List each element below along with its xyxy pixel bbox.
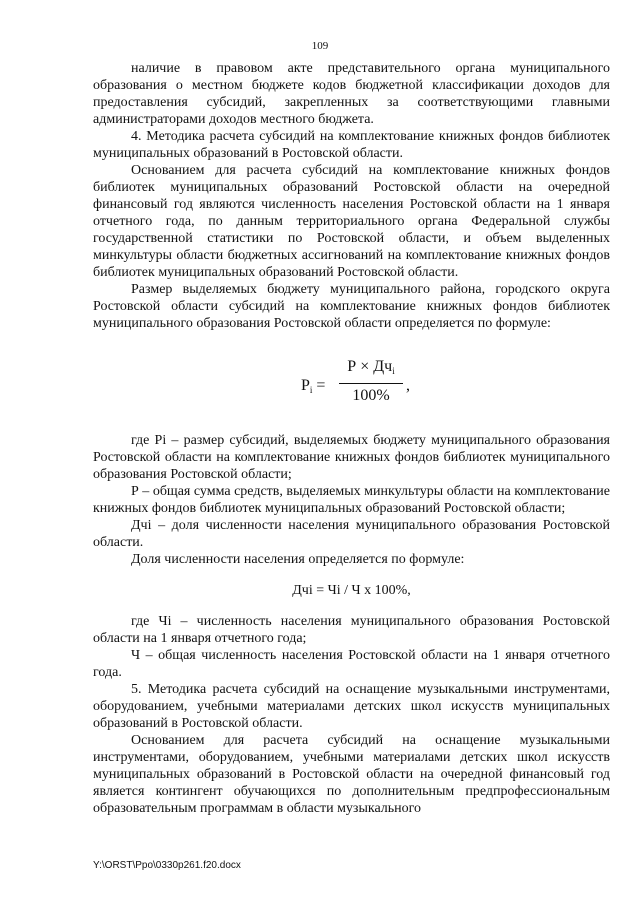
formula-fraction xyxy=(339,358,403,404)
formula-share: Дчi = Чi / Ч x 100%, xyxy=(292,583,411,598)
paragraph-1: наличие в правовом акте представительного органа муниципального образования о местном бюджете кодов бюджетной классификации доходов для предоставления субсидий, закрепленных за соответствующими главными администраторами доходов местного бюджета. xyxy=(93,61,610,127)
paragraph-9: где Чi – численность населения муниципального образования Ростовской области на 1 января отчетного года; xyxy=(93,614,610,646)
formula-comma: , xyxy=(406,377,410,394)
paragraph-5: где Pi – размер субсидий, выделяемых бюджету муниципального образования Ростовской области на комплектование книжных фондов библиотек муниципального образования Ростовской области; xyxy=(93,433,610,482)
paragraph-7: Дчi – доля численности населения муниципального образования Ростовской области. xyxy=(93,518,610,550)
paragraph-12: Основанием для расчета субсидий на оснащение музыкальными инструментами, оборудованием, учебными материалами детских школ искусств муниципальных образований в Ростовской области на очередной финансовый год является контингент обучающихся по дополнительным предпрофессиональным образовательным программам в области музыкального xyxy=(93,733,610,816)
formula-lhs: $P_i$ = xyxy=(301,377,326,395)
paragraph-6: Р – общая сумма средств, выделяемых минкультуры области на комплектование книжных фондов библиотек муниципальных образований Ростовской области; xyxy=(93,484,610,516)
section-heading-4: 4. Методика расчета субсидий на комплектование книжных фондов библиотек муниципальных образований в Ростовской области. xyxy=(93,129,610,161)
paragraph-10: Ч – общая численность населения Ростовской области на 1 января отчетного года. xyxy=(93,648,610,680)
document-body xyxy=(93,60,610,817)
formula-denominator: 100% xyxy=(352,387,390,404)
page-number: 109 xyxy=(311,40,329,52)
file-path-footer: Y:\ORST\Ppo\0330p261.f20.docx xyxy=(93,860,241,871)
paragraph-4: Размер выделяемых бюджету муниципального района, городского округа Ростовской области субсидий на комплектование книжных фондов библиотек муниципального образования Ростовской области определяется по формуле: xyxy=(93,282,610,331)
formula-numerator: $Р \times Дч_i$ xyxy=(339,358,403,384)
formula-subsidy xyxy=(93,350,610,424)
section-heading-5: 5. Методика расчета субсидий на оснащение музыкальными инструментами, оборудованием, учебными материалами детских школ искусств муниципальных образований в Ростовской области. xyxy=(93,682,610,731)
paragraph-3: Основанием для расчета субсидий на комплектование книжных фондов библиотек муниципальных образований Ростовской области на очередной финансовый год являются численность населения Ростовской области на 1 января отчетного года, по данным территориального органа Федеральной службы государственной статистики по Ростовской области, и объем выделенных минкультуры области бюджетных ассигнований на комплектование книжных фондов библиотек муниципальных образований Ростовской области. xyxy=(93,163,610,280)
paragraph-8: Доля численности населения определяется по формуле: xyxy=(131,552,465,567)
